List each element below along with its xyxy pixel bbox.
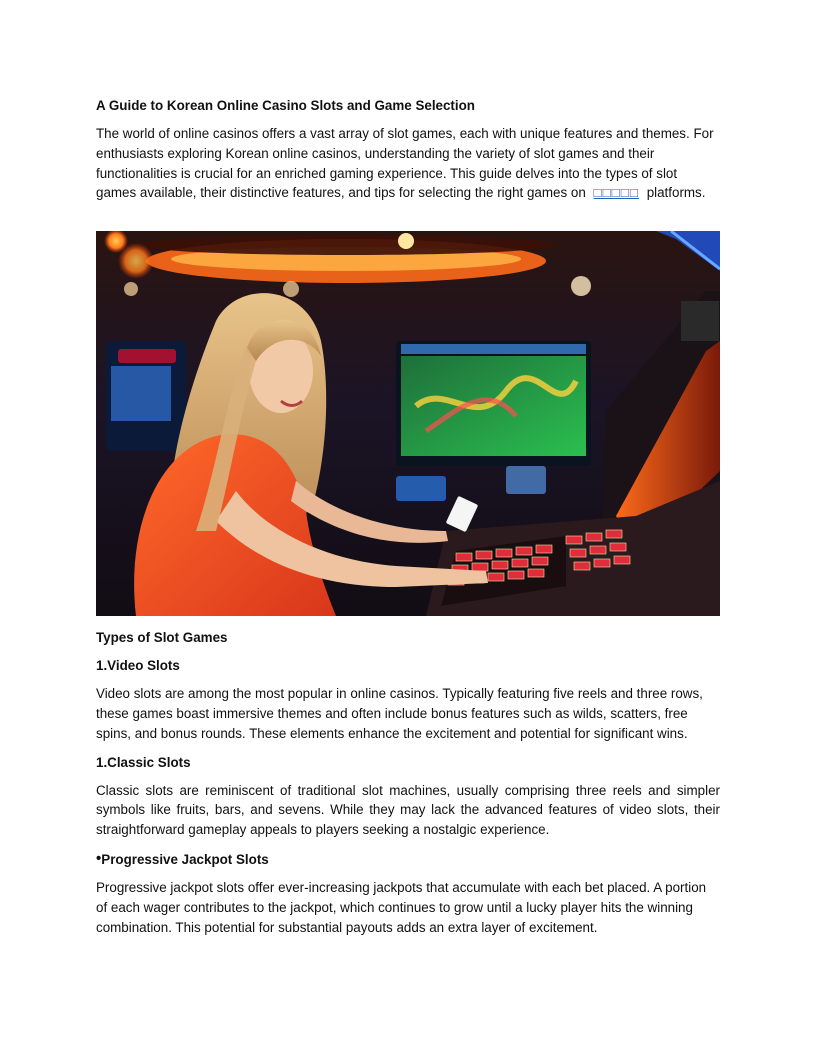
intro-tail: platforms. xyxy=(646,185,706,201)
intro-text: The world of online casinos offers a vast array of slot games, each with unique features and themes. For enthusiasts exploring Korean online casinos, understanding the variety of slot games and their functionalities is crucial for an enriched gaming experience. This guide delves into the types of slot games available, their distinctive features, and tips for selecting the right games on xyxy=(96,126,714,201)
section-text-progressive-slots: Progressive jackpot slots offer ever-increasing jackpots that accumulate with each bet placed. A portion of each wager contributes to the jackpot, which continues to grow until a lucky player hits the winning combination. This potential for substantial payouts adds an extra layer of excitement. xyxy=(96,879,707,935)
section-text-video-slots: Video slots are among the most popular in online casinos. Typically featuring five reels and three rows, these games boast immersive themes and often include bonus features such as wilds, scatters, free spins, and bonus rounds. These elements enhance the excitement and potential for significant wins. xyxy=(96,686,703,741)
section-heading-progressive-slots xyxy=(96,849,720,870)
bullet-icon: • xyxy=(96,849,102,867)
intro-paragraph xyxy=(96,124,720,203)
casino-photo xyxy=(96,231,720,616)
progressive-heading-text: Progressive Jackpot Slots xyxy=(101,851,269,867)
section-text-classic-slots: Classic slots are reminiscent of traditional slot machines, usually comprising three reels and simpler symbols like fruits, bars, and sevens. While they may lack the advanced features of video slots, their straightforward gameplay appeals to players seeking a nostalgic experience. xyxy=(96,782,720,838)
types-heading: Types of Slot Games xyxy=(96,630,228,646)
section-heading-classic-slots: 1.Classic Slots xyxy=(96,754,191,770)
casino-platform-link[interactable]: □□□□□ xyxy=(593,185,639,201)
document-page xyxy=(96,96,720,946)
article-title: A Guide to Korean Online Casino Slots and Game Selection xyxy=(96,98,475,113)
section-heading-video-slots: 1.Video Slots xyxy=(96,658,180,674)
